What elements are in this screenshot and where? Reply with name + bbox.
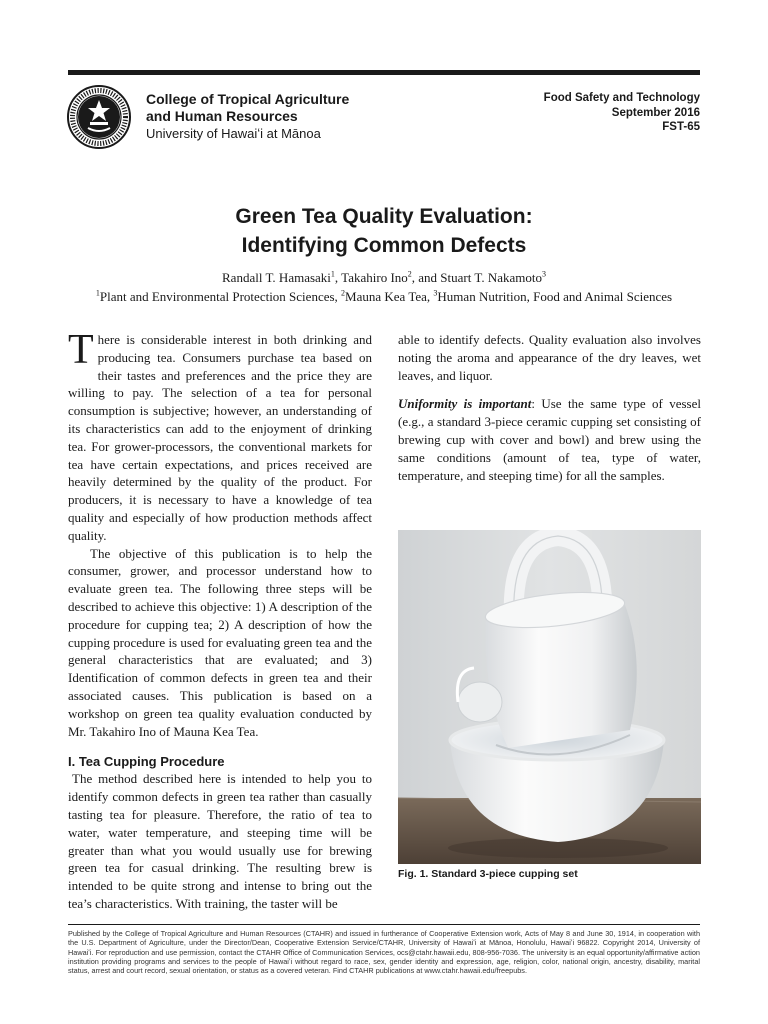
title-line-1: Green Tea Quality Evaluation:	[235, 205, 533, 228]
footer-rule	[68, 924, 700, 925]
affiliation-3-sup: 3	[433, 288, 438, 298]
left-column	[68, 327, 372, 913]
figure-caption: Fig. 1. Standard 3-piece cupping set	[398, 868, 578, 880]
paragraph-objective: The objective of this publication is to help the consumer, grower, and processor understand how to evaluate green tea. The following three steps will be described to achieve this objective: 1) A description of the procedure for cupping tea; 2) A description of how the cupping procedure is used for evaluating green tea and the general characteristics that are evaluated; and 3) Identification of common defects in green tea and their associated causes. This publication is based on a workshop on green tea quality evaluation conducted by Mr. Takahiro Ino of Mauna Kea Tea.	[68, 545, 372, 739]
document-title	[0, 202, 768, 260]
title-line-2: Identifying Common Defects	[241, 234, 527, 257]
author-2-sup: 2	[407, 269, 412, 279]
footer-text: Published by the College of Tropical Agriculture and Human Resources (CTAHR) and issued in furtherance of Cooperative Extension work, Acts of May 8 and June 30, 1914, in cooperation with the U.S. Department of Agriculture, under the Director/Dean, Cooperative Extension Service/CTAHR, University of Hawaiʻi at Mānoa, Honolulu, Hawaiʻi 96822. Copyright 2014, University of Hawaiʻi. For reproduction and use permission, contact the CTAHR Office of Communication Services, ocs@ctahr.hawaii.edu, 808-956-7036. The university is an equal opportunity/affirmative action institution providing programs and services to the people of Hawaiʻi without regard to race, sex, gender identity and expression, age, religion, color, national origin, ancestry, disability, marital status, arrest and court record, sexual orientation, or status as a covered veteran. Find CTAHR publications at www.ctahr.hawaii.edu/freepubs.	[68, 929, 700, 976]
university-seal-icon	[66, 84, 132, 150]
top-rule	[68, 70, 700, 75]
paragraph-1-text: here is considerable interest in both drinking and producing tea. Consumers purchase tea based on their tastes and preferences and the price they are willing to pay. The selection of a tea for personal consumption is subjective; however, an understanding of its characteristics can add to the enjoyment of drinking tea. For grower-processors, the conventional markets for tea have certain expectations, and prices received are heavily determined by the quality of the product. For producers, it is necessary to have a knowledge of tea quality and especially of how production methods affect quality.	[68, 332, 372, 543]
series-name: Food Safety and Technology	[543, 92, 700, 104]
drop-cap: T	[68, 327, 94, 373]
paragraph-uniformity	[398, 395, 701, 484]
org-line-1: College of Tropical Agriculture	[146, 91, 350, 107]
affiliation-2-sup: 2	[341, 288, 346, 298]
org-line-2: and Human Resources	[146, 108, 298, 124]
organization-name	[146, 91, 349, 142]
paragraph-continued: able to identify defects. Quality evaluation also involves noting the aroma and appearance of the dry leaves, wet leaves, and liquor.	[398, 332, 701, 383]
author-3: , and Stuart T. Nakamoto	[411, 270, 542, 285]
author-list	[0, 268, 768, 287]
publication-meta	[544, 91, 700, 135]
paragraph-method: The method described here is intended to help you to identify common defects in green tea rather than casually tasting tea for pleasure. Therefore, the ratio of tea to water, water temperature, and steeping time will be greater than what you would usually use for brewing green tea for casual drinking. The resulting brew is intended to be quite strong and intense to bring out the tea’s characteristics. With training, the taster will be	[68, 771, 372, 911]
author-1: Randall T. Hamasaki	[222, 270, 331, 285]
author-2: , Takahiro Ino	[334, 270, 408, 285]
affiliation-2: Mauna Kea Tea,	[345, 289, 434, 304]
author-1-sup: 1	[330, 269, 335, 279]
paragraph-intro	[68, 327, 372, 545]
affiliation-list	[0, 287, 768, 306]
section-heading-tea-cupping: I. Tea Cupping Procedure	[68, 754, 225, 770]
authors-block	[0, 268, 768, 306]
org-line-3: University of Hawaiʻi at Mānoa	[146, 126, 321, 141]
author-3-sup: 3	[542, 269, 546, 279]
cupping-set-photo	[398, 530, 701, 864]
affiliation-1-sup: 1	[95, 288, 100, 298]
publication-code: FST-65	[662, 121, 700, 133]
right-column	[398, 331, 701, 484]
affiliation-1: Plant and Environmental Protection Sciences,	[99, 289, 342, 304]
publication-date: September 2016	[611, 106, 700, 119]
affiliation-3: Human Nutrition, Food and Animal Sciences	[437, 289, 673, 304]
uniformity-lead: Uniformity is important	[398, 396, 532, 412]
uniformity-text: : Use the same type of vessel (e.g., a standard 3-piece ceramic cupping set consisting of brewing cup with cover and bowl) and brew using the same conditions (amount of tea, type of water, temperature, and steeping time) for all the samples.	[398, 396, 701, 483]
